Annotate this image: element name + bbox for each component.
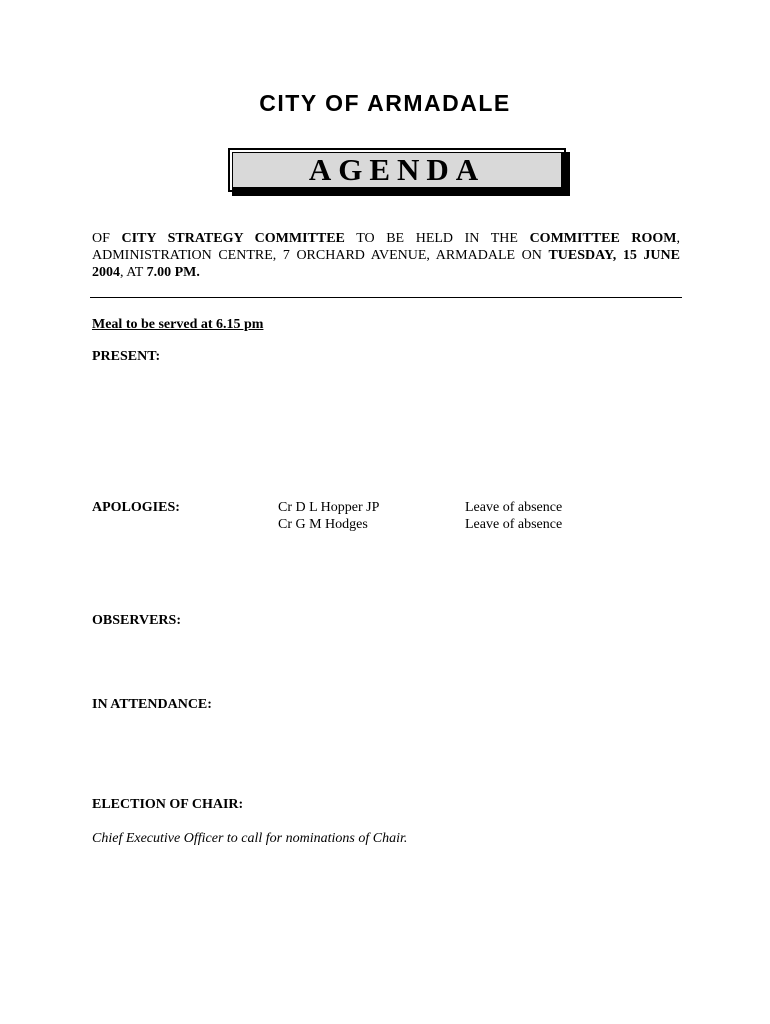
intro-text: TO BE HELD IN THE [344, 231, 530, 246]
intro-text: , AT [120, 265, 147, 280]
apology-reason: Leave of absence [465, 517, 563, 532]
observers-heading: OBSERVERS: [92, 613, 181, 628]
organisation-heading: CITY OF ARMADALE [259, 90, 511, 116]
meeting-date: TUESDAY, 15 JUNE 2004 [92, 248, 680, 280]
intro-text: , ADMINISTRATION CENTRE, 7 ORCHARD AVENUE, ARMADALE ON [92, 231, 680, 263]
in-attendance-heading: IN ATTENDANCE: [92, 697, 212, 712]
agenda-title-box [228, 148, 566, 192]
meeting-room: COMMITTEE ROOM [529, 231, 677, 246]
apologies-heading: APOLOGIES: [92, 500, 180, 515]
meeting-details [92, 230, 680, 281]
present-heading: PRESENT: [92, 349, 161, 364]
election-of-chair-heading: ELECTION OF CHAIR: [92, 797, 244, 812]
apology-reason: Leave of absence [465, 500, 563, 515]
committee-name: CITY STRATEGY COMMITTEE [121, 231, 345, 246]
meeting-time: 7.00 PM. [146, 265, 200, 280]
election-note: Chief Executive Officer to call for nominations of Chair. [92, 831, 408, 846]
intro-text: OF [92, 231, 122, 246]
apology-name: Cr D L Hopper JP [278, 500, 380, 515]
agenda-title: AGENDA [232, 152, 562, 188]
meal-note: Meal to be served at 6.15 pm [92, 317, 264, 332]
horizontal-rule [90, 297, 682, 298]
apology-name: Cr G M Hodges [278, 517, 368, 532]
